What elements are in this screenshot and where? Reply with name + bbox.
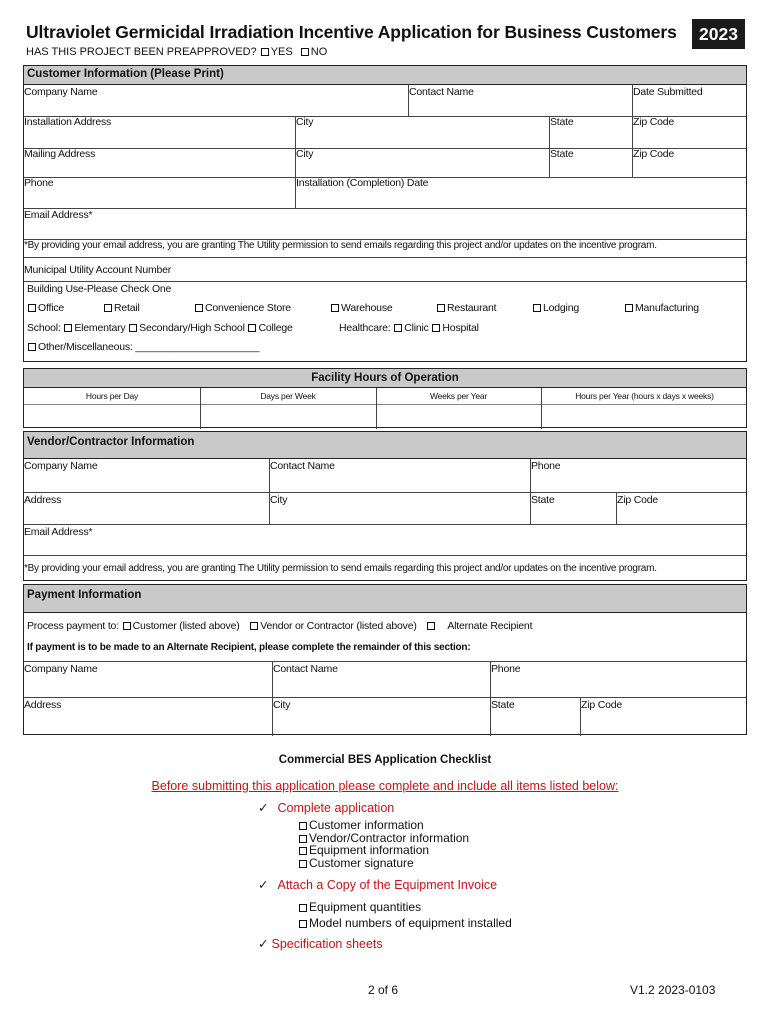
pay-customer-checkbox[interactable] xyxy=(123,622,131,630)
vendor-city-field[interactable]: City xyxy=(270,494,288,506)
customer-email-field[interactable]: Email Address* xyxy=(24,209,93,221)
days-per-week-header: Days per Week xyxy=(260,391,316,401)
customer-installation-date-field[interactable]: Installation (Completion) Date xyxy=(296,177,429,189)
hours-section xyxy=(23,368,747,428)
vendor-zip-field[interactable]: Zip Code xyxy=(617,494,659,506)
customer-company-name-field[interactable]: Company Name xyxy=(24,86,98,98)
healthcare-hospital-checkbox[interactable] xyxy=(432,324,440,332)
vendor-section-title: Vendor/Contractor Information xyxy=(27,436,195,448)
customer-email-note: *By providing your email address, you are granting The Utility permission to send emails regarding this project and/or updates on the incentive program. xyxy=(24,240,657,251)
preapproved-label: HAS THIS PROJECT BEEN PREAPPROVED? xyxy=(26,46,257,58)
checklist-title: Commercial BES Application Checklist xyxy=(278,754,492,766)
checklist-item-spec-sheets: ✓ Specification sheets xyxy=(258,937,383,951)
use-lodging-option[interactable]: Lodging xyxy=(532,302,579,314)
vendor-email-field[interactable]: Email Address* xyxy=(24,526,93,538)
version-label: V1.2 2023-0103 xyxy=(630,983,716,997)
use-manufacturing-option[interactable]: Manufacturing xyxy=(624,302,699,314)
form-title: Ultraviolet Germicidal Irradiation Incentive Application for Business Customers xyxy=(26,22,677,42)
pay-vendor-checkbox[interactable] xyxy=(250,622,258,630)
customer-installation-address-field[interactable]: Installation Address xyxy=(24,116,112,128)
checkbox-icon[interactable] xyxy=(104,304,112,312)
preapproved-yes-checkbox[interactable] xyxy=(261,48,269,56)
sub-equipment-quantities: Equipment quantities xyxy=(298,899,512,915)
customer-mailing-state-field[interactable]: State xyxy=(550,148,574,160)
school-options: School: Elementary Secondary/High School College xyxy=(27,322,293,334)
alt-phone-field[interactable]: Phone xyxy=(491,663,521,675)
hours-section-title: Facility Hours of Operation xyxy=(311,372,459,384)
use-retail-option[interactable]: Retail xyxy=(103,302,140,314)
customer-mailing-zip-field[interactable]: Zip Code xyxy=(633,148,675,160)
use-warehouse-option[interactable]: Warehouse xyxy=(330,302,393,314)
checklist-intro: Before submitting this application please complete and include all items listed below: xyxy=(151,779,619,793)
hours-per-day-input[interactable] xyxy=(24,405,200,429)
hours-per-year-input[interactable] xyxy=(542,405,748,429)
vendor-email-note: *By providing your email address, you are granting The Utility permission to send emails regarding this project and/or updates on the incentive program. xyxy=(24,563,657,574)
use-restaurant-option[interactable]: Restaurant xyxy=(436,302,496,314)
checkmark-icon: ✓ xyxy=(258,937,269,951)
checkbox-icon xyxy=(299,847,307,855)
customer-account-number-field[interactable]: Municipal Utility Account Number xyxy=(24,264,172,276)
vendor-section xyxy=(23,431,747,581)
school-elementary-checkbox[interactable] xyxy=(64,324,72,332)
checklist-item2-subs xyxy=(298,899,512,931)
use-other-option[interactable]: Other/Miscellaneous: ______________________ xyxy=(27,341,259,353)
payment-section-header xyxy=(24,585,746,613)
hours-section-header xyxy=(24,369,746,388)
pay-alternate-checkbox[interactable] xyxy=(427,622,435,630)
sub-customer-signature: Customer signature xyxy=(298,857,469,870)
customer-installation-zip-field[interactable]: Zip Code xyxy=(633,116,675,128)
hours-per-year-header: Hours per Year (hours x days x weeks) xyxy=(575,391,714,401)
vendor-contact-name-field[interactable]: Contact Name xyxy=(270,460,335,472)
alt-city-field[interactable]: City xyxy=(273,699,291,711)
hours-per-day-header: Hours per Day xyxy=(85,391,139,401)
customer-section-header xyxy=(24,66,746,85)
sub-model-numbers: Model numbers of equipment installed xyxy=(298,915,512,931)
payment-section xyxy=(23,584,747,735)
checkbox-icon[interactable] xyxy=(625,304,633,312)
building-use-label: Building Use-Please Check One xyxy=(27,283,172,295)
vendor-company-name-field[interactable]: Company Name xyxy=(24,460,98,472)
checkbox-icon[interactable] xyxy=(331,304,339,312)
customer-mailing-city-field[interactable]: City xyxy=(296,148,314,160)
days-per-week-input[interactable] xyxy=(201,405,376,429)
checkbox-icon[interactable] xyxy=(437,304,445,312)
vendor-phone-field[interactable]: Phone xyxy=(531,460,561,472)
payment-section-title: Payment Information xyxy=(27,589,142,601)
checkbox-icon[interactable] xyxy=(28,304,36,312)
checklist-item-invoice: ✓ Attach a Copy of the Equipment Invoice xyxy=(258,878,498,892)
preapproved-no-checkbox[interactable] xyxy=(301,48,309,56)
alt-company-name-field[interactable]: Company Name xyxy=(24,663,98,675)
preapproved-yes-label: YES xyxy=(270,46,293,58)
checkbox-icon[interactable] xyxy=(28,343,36,351)
checkbox-icon[interactable] xyxy=(195,304,203,312)
customer-contact-name-field[interactable]: Contact Name xyxy=(409,86,474,98)
use-office-option[interactable]: Office xyxy=(27,302,64,314)
checkbox-icon xyxy=(299,822,307,830)
vendor-section-header xyxy=(24,432,746,459)
checkbox-icon xyxy=(299,835,307,843)
weeks-per-year-input[interactable] xyxy=(377,405,541,429)
checkmark-icon: ✓ xyxy=(258,878,269,892)
vendor-state-field[interactable]: State xyxy=(531,494,555,506)
sub-equipment-information: Equipment information xyxy=(298,844,469,857)
alt-address-field[interactable]: Address xyxy=(24,699,62,711)
checklist-item1-subs xyxy=(298,819,469,869)
checklist-item-complete-application: ✓ Complete application xyxy=(258,801,395,815)
alternate-recipient-note: If payment is to be made to an Alternate Recipient, please complete the remainder of this section: xyxy=(27,642,471,653)
checkmark-icon: ✓ xyxy=(258,801,269,815)
use-convenience-store-option[interactable]: Convenience Store xyxy=(194,302,291,314)
customer-date-submitted-field[interactable]: Date Submitted xyxy=(633,86,703,98)
weeks-per-year-header: Weeks per Year xyxy=(429,391,488,401)
customer-installation-state-field[interactable]: State xyxy=(550,116,574,128)
school-secondary-checkbox[interactable] xyxy=(129,324,137,332)
checkbox-icon[interactable] xyxy=(533,304,541,312)
checkbox-icon xyxy=(299,920,307,928)
customer-phone-field[interactable]: Phone xyxy=(24,177,54,189)
preapproved-question xyxy=(26,46,327,58)
healthcare-options: Healthcare: Clinic Hospital xyxy=(339,322,479,334)
alt-zip-field[interactable]: Zip Code xyxy=(581,699,623,711)
process-payment-row: Process payment to: Customer (listed above) Vendor or Contractor (listed above) Alternate Recipient xyxy=(27,620,533,632)
sub-vendor-information: Vendor/Contractor information xyxy=(298,832,469,845)
sub-customer-information: Customer information xyxy=(298,819,469,832)
preapproved-no-label: NO xyxy=(310,46,328,58)
customer-mailing-address-field[interactable]: Mailing Address xyxy=(24,148,96,160)
customer-section xyxy=(23,65,747,362)
alt-state-field[interactable]: State xyxy=(491,699,515,711)
checkbox-icon xyxy=(299,860,307,868)
vendor-address-field[interactable]: Address xyxy=(24,494,62,506)
school-college-checkbox[interactable] xyxy=(248,324,256,332)
page-number: 2 of 6 xyxy=(368,983,399,997)
customer-section-title: Customer Information (Please Print) xyxy=(27,68,224,80)
alt-contact-name-field[interactable]: Contact Name xyxy=(273,663,338,675)
checkbox-icon xyxy=(299,904,307,912)
healthcare-clinic-checkbox[interactable] xyxy=(394,324,402,332)
customer-installation-city-field[interactable]: City xyxy=(296,116,314,128)
year-badge: 2023 xyxy=(692,19,745,49)
